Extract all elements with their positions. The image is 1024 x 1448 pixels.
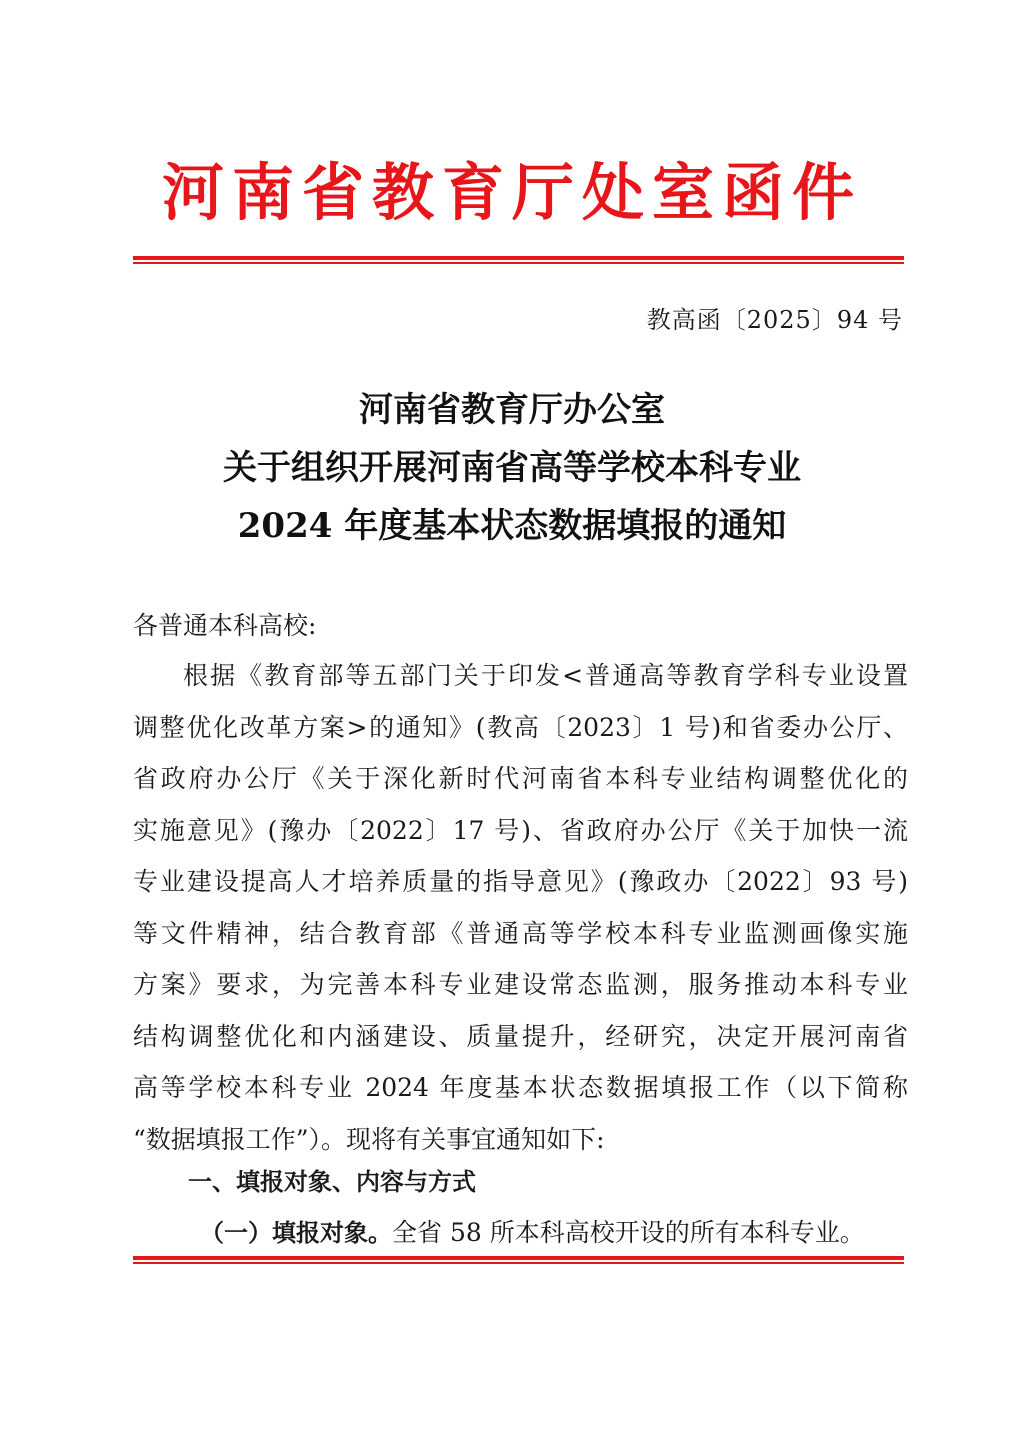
body-line: 实施意见》(豫办〔2022〕17 号)、省政府办公厅《关于加快一流 (133, 815, 908, 845)
body-line: 方案》要求，为完善本科专业建设常态监测，服务推动本科专业 (133, 970, 908, 999)
title-line-1: 河南省教育厅办公室 (359, 390, 665, 430)
salutation: 各普通本科高校: (133, 611, 317, 640)
subsection-paragraph (200, 1213, 908, 1253)
body-paragraph (133, 656, 908, 1171)
body-line: 调整优化改革方案>的通知》(教高〔2023〕1 号)和省委办公厅、 (133, 712, 908, 742)
body-line: 高等学校本科专业 2024 年度基本状态数据填报工作（以下简称 (133, 1073, 908, 1102)
subsection-text: 全省 58 所本科高校开设的所有本科专业。 (392, 1218, 865, 1247)
document-number: 教高函〔2025〕94 号 (646, 306, 903, 334)
body-line: 结构调整优化和内涵建设、质量提升，经研究，决定开展河南省 (133, 1021, 908, 1051)
footer-red-rule (133, 1256, 904, 1265)
body-line: 省政府办公厅《关于深化新时代河南省本科专业结构调整优化的 (133, 764, 908, 793)
body-line: “数据填报工作”）。现将有关事宜通知如下: (133, 1124, 605, 1154)
header-red-rule (133, 256, 904, 265)
body-line: 等文件精神，结合教育部《普通高等学校本科专业监测画像实施 (133, 918, 908, 948)
document-title (0, 381, 1024, 555)
title-line-2: 关于组织开展河南省高等学校本科专业 (223, 448, 801, 488)
title-line-3: 2024 年度基本状态数据填报的通知 (237, 506, 787, 546)
subsection-label: （一）填报对象。 (200, 1219, 392, 1247)
body-line: 专业建设提高人才培养质量的指导意见》(豫政办〔2022〕93 号) (133, 867, 908, 896)
section-heading: 一、填报对象、内容与方式 (188, 1168, 476, 1196)
body-line: 根据《教育部等五部门关于印发<普通高等教育学科专业设置 (183, 661, 908, 690)
masthead-title: 河南省教育厅处室函件 (161, 156, 862, 229)
